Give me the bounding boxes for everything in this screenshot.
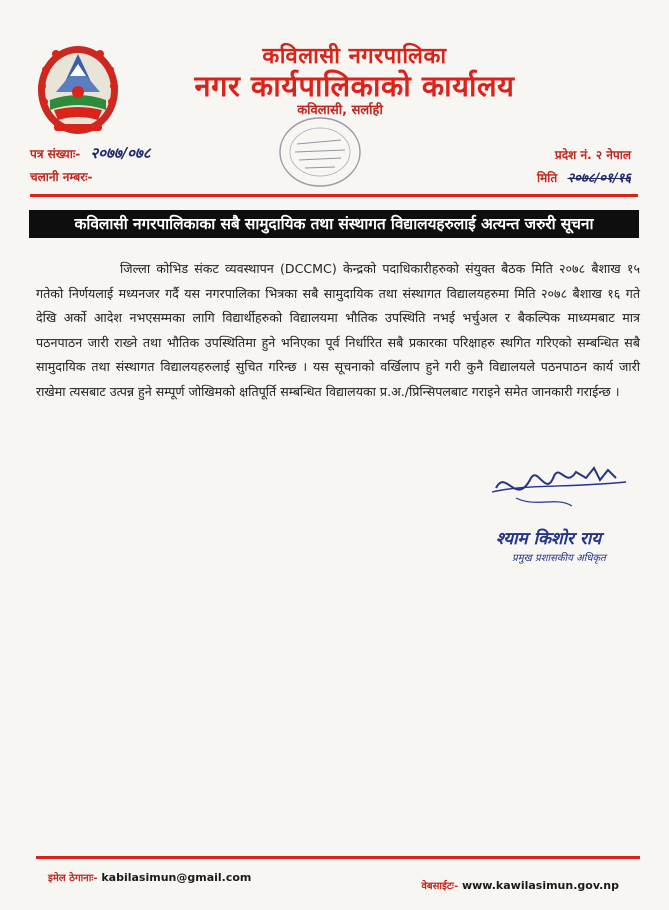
- website-link[interactable]: www.kawilasimun.gov.np: [461, 879, 619, 892]
- date-row: [537, 168, 631, 186]
- signatory-name: श्याम किशोर राय: [496, 529, 602, 549]
- district-name: कविलासी, सर्लाही: [297, 103, 383, 118]
- letter-number-value: २०७७/०७८: [90, 144, 151, 162]
- footer-divider: [36, 856, 640, 859]
- date-value: २०७८/०१/१६: [567, 171, 631, 186]
- email-address[interactable]: kabilasimun@gmail.com: [101, 871, 252, 884]
- dispatch-number-row: [30, 168, 93, 185]
- municipality-name: कविलासी नगरपालिका: [262, 44, 447, 69]
- website-label: वेबसाईटः-: [421, 881, 459, 892]
- notice-body: [36, 257, 640, 405]
- footer-email: [48, 870, 251, 884]
- notice-body-text: जिल्ला कोभिड संकट व्यवस्थापन (DCCMC) केन्द्रको पदाधिकारीहरुको संयुक्त बैठक मिति २०७८ बैशाख १५ गतेको निर्णयलाई मध्यनजर गर्दै यस नगरपालिका भित्रका सबै सामुदायिक तथा संस्थागत विद्यालयहरुमा मिति २०७८ बैशाख १६ गते देखि अर्को आदेश नभएसम्मका लागि विद्यार्थीहरुको विद्यालयमा भौतिक उपस्थिति नभई भर्चुअल र बैकल्पिक माध्यमबाट मात्र पठनपाठन जारी राख्ने तथा भौतिक उपस्थितिमा हुने भनिएका पूर्व निर्धारित सबै प्रकारका परिक्षाहरु स्थगित गरिएको सम्बन्धित सबै सामुदायिक तथा संस्थागत विद्यालयहरुलाई सुचित गरिन्छ । यस सूचनाको वर्खिलाप हुने गरी कुनै विद्यालयले पठनपाठन कार्य जारी राखेमा त्यसबाट उत्पन्न हुने सम्पूर्ण जोखिमको क्षतिपूर्ति सम्बन्धित विद्यालयका प्र.अ./प्रिन्सिपलबाट गराइने समेत जानकारी गराईन्छ ।: [36, 261, 640, 399]
- office-stamp-icon: [275, 112, 365, 192]
- province-label: प्रदेश नं. २ नेपाल: [554, 148, 631, 162]
- office-name: नगर कार्यपालिकाको कार्यालय: [194, 69, 515, 103]
- email-label: इमेल ठेगानाः-: [48, 873, 98, 884]
- header-divider: [30, 194, 638, 197]
- notice-title: कविलासी नगरपालिकाका सबै सामुदायिक तथा संस्थागत विद्यालयहरुलाई अत्यन्त जरुरी सूचना: [29, 210, 639, 238]
- footer-website: [421, 878, 619, 892]
- letter-number-label: पत्र संख्याः-: [30, 147, 81, 161]
- letter-number-row: [30, 143, 151, 163]
- dispatch-number-label: चलानी नम्बरः-: [30, 170, 93, 184]
- signatory-title: प्रमुख प्रशासकीय अधिकृत: [512, 553, 606, 564]
- date-label: मिति: [537, 171, 558, 185]
